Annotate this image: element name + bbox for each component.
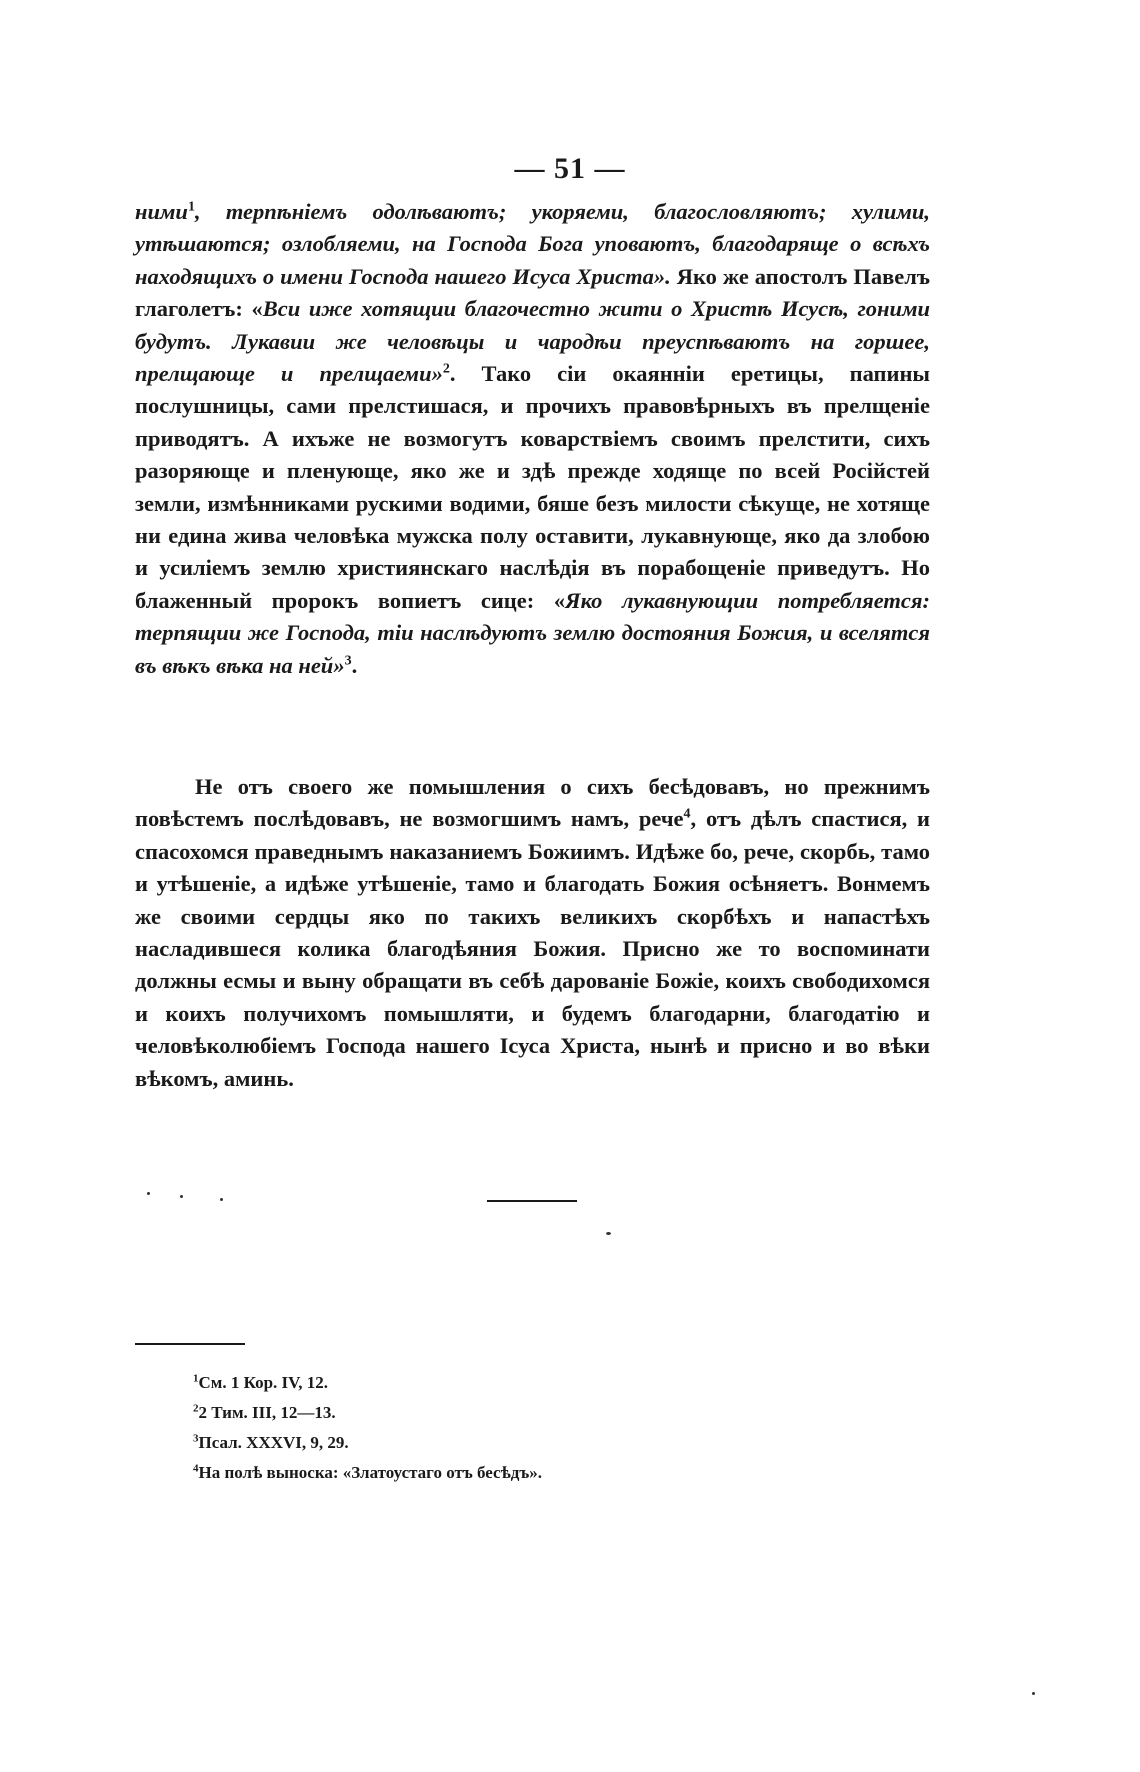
footnote-3 (193, 1428, 893, 1458)
footnote-4 (193, 1458, 893, 1488)
body-text-span: . (351, 652, 358, 678)
footnote-number: 4 (193, 1462, 199, 1475)
footnote-ref: 4 (683, 806, 691, 822)
paper-speck (147, 1192, 150, 1195)
paragraph-2 (135, 771, 930, 1095)
paper-speck (606, 1232, 611, 1235)
footnote-2 (193, 1398, 893, 1428)
footnotes (193, 1368, 893, 1488)
italic-quote: ними (135, 199, 188, 224)
italic-quote: Яко лукавнующии потребляется: терпящии же Господа, тiи наслѣдуютъ землю достояния Божия, и вселятся въ вѣкъ вѣка на ней» (135, 587, 930, 678)
footnote-ref: 1 (187, 199, 195, 215)
page-number: — 51 — (514, 152, 626, 185)
footnote-text: 2 Тим. III, 12—13. (198, 1403, 336, 1422)
body-text-span: Не отъ своего же помышления о сихъ бесѣдовавъ, но прежнимъ повѣстемъ послѣдовавъ, не возмогшимъ намъ, рече (135, 774, 930, 832)
italic-quote: , терпѣнiемъ одолѣваютъ; укоряеми, благословляютъ; хулими, утѣшаются; озлобляеми, на Господа Бога уповаютъ, благодаряще о всѣхъ находящихъ о имени Господа нашего Исуса Христа». (135, 199, 930, 289)
footnote-text: Псал. XXXVI, 9, 29. (198, 1433, 349, 1452)
body-text-span: Яко же апостолъ Павелъ глаголетъ: « (135, 263, 930, 322)
footnote-number: 3 (193, 1432, 199, 1445)
footnote-ref: 2 (442, 361, 450, 377)
body-text-span: . Тако сiи окаяннiи еретицы, папины послушницы, сами прелстишася, и прочихъ правовѣрныхъ въ прелщенiе приводятъ. А ихъже не возмогутъ коварствiемъ своимъ прелстити, сихъ разоряюще и пленующе, яко же и здѣ прежде ходяще по всей Росiйстей земли, измѣнниками рускими водими, бяше безъ милости сѣкуще, не хотяще ни едина жива человѣка мужска полу оставити, лукавнующе, яко да злобою и усилiемъ землю християнскаго наслѣдiя въ порабощенiе приведутъ. Но блаженный пророкъ вопиетъ сице: « (135, 361, 930, 613)
footnote-1 (193, 1368, 893, 1398)
footnote-text: На полѣ выноска: «Златоустаго отъ бесѣдъ». (198, 1463, 543, 1482)
paragraph-1 (135, 196, 930, 682)
footnote-ref: 3 (344, 653, 352, 669)
italic-quote: Вси иже хотящии благочестно жити о Христѣ Исусѣ, гоними будутъ. Лукавии же человѣцы и чародѣи преуспѣваютъ на горшее, прелщающе и прелщаеми» (135, 296, 930, 387)
footnote-text: См. 1 Кор. IV, 12. (198, 1373, 328, 1392)
paper-speck (1032, 1692, 1035, 1695)
section-end-rule (487, 1200, 577, 1202)
footnote-number: 1 (193, 1372, 199, 1385)
footnote-number: 2 (193, 1402, 199, 1415)
paper-speck (220, 1198, 223, 1201)
body-text-span: , отъ дѣлъ спастися, и спасохомся праведнымъ наказаниемъ Божиимъ. Идѣже бо, рече, скорбь, тамо и утѣшенiе, а идѣже утѣшенiе, тамо и благодать Божия осѣняетъ. Вонмемъ же своими сердцы яко по такихъ великихъ скорбѣхъ и напастѣхъ насладившеся колика благодѣяния Божия. Присно же то воспоминати должны есмы и выну обращати въ себѣ дарованiе Божiе, коихъ свободихомся и коихъ получихомъ помышляти, и будемъ благодарни, благодатiю и человѣколюбiемъ Господа нашего Iсуса Христа, нынѣ и присно и во вѣки вѣкомъ, аминь. (135, 806, 930, 1091)
footnote-separator (135, 1343, 245, 1345)
paper-speck (180, 1195, 183, 1198)
